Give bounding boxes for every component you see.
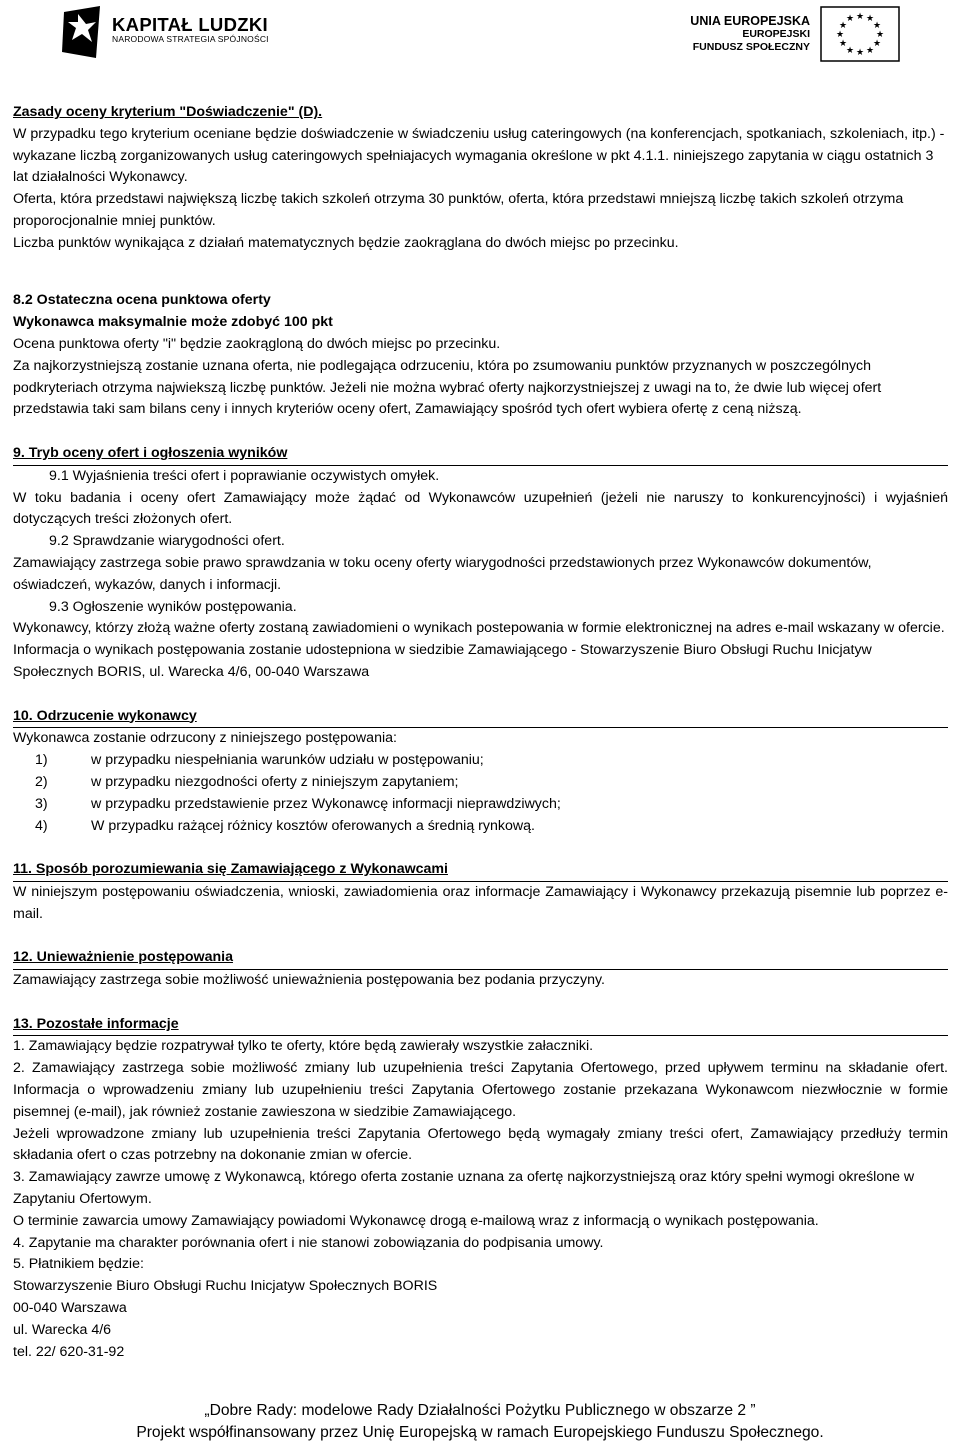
list-item-text: w przypadku niezgodności oferty z niniejszym zapytaniem; [91,773,459,790]
kapital-ludzki-logo [62,4,282,60]
kapital-ludzki-subtitle: NARODOWA STRATEGIA SPÓJNOŚCI [112,34,269,44]
section-12-title [13,947,948,970]
section-10-intro: Wykonawca zostanie odrzucony z niniejszego postępowania: [13,730,397,747]
eu-logo [686,6,948,62]
criterion-d-title: Zasady oceny kryterium "Doświadczenie" (D). [13,104,323,120]
section-9-3-text: Wykonawcy, którzy złożą ważne oferty zostaną zawiadomieni o wynikach postepowania w formie elektronicznej na adres e-mail wskazany w ofercie. Informacja o wynikach postępowania zostanie udostepniona w siedzibie Zamawiającego - Stowarzyszenie Biuro Obsługi Ruchu Inicjatyw Społecznych BORIS, ul. Warecka 4/6, 00-040 Warszawa [13,620,945,680]
section-13-title-text: 13. Pozostałe informacje [13,1015,179,1032]
list-item [13,794,948,816]
svg-text:★: ★ [865,14,875,24]
footer-project-title: „Dobre Rady: modelowe Rady Działalności Pożytku Publicznego w obszarze 2 ” [204,1402,756,1419]
section-8-2-subtitle: Wykonawca maksymalnie może zdobyć 100 pkt [13,314,333,331]
section-8-2-title: 8.2 Ostateczna ocena punktowa oferty [13,292,271,309]
svg-text:★: ★ [855,48,865,58]
section-11-text: W niniejszym postępowaniu oświadczenia, wnioski, zawiadomienia oraz informacje Zamawiający i Wykonawcy przekazują pisemnie lub poprzez e-mail. [13,883,948,922]
section-13-p1: 1. Zamawiający będzie rozpatrywał tylko te oferty, które będą zawierały wszystkie załaczniki. [13,1038,594,1055]
svg-text:★: ★ [838,21,848,31]
svg-text:★: ★ [835,30,845,40]
section-12-title-text: 12. Unieważnienie postępowania [13,949,233,966]
payer-city: 00-040 Warszawa [13,1300,127,1317]
section-9-1-title: 9.1 Wyjaśnienia treści ofert i poprawianie oczywistych omyłek. [49,467,440,484]
list-item [13,750,948,772]
list-item-number: 4) [35,817,48,834]
svg-text:★: ★ [865,46,875,56]
rejection-list [13,750,948,837]
section-11-title-text: 11. Sposób porozumiewania się Zamawiającego z Wykonawcami [13,861,448,878]
section-8-2-p2: Za najkorzystniejszą zostanie uznana oferta, nie podlegająca odrzuceniu, która po zsumowaniu punktów przyznanych w poszczególnych podkryteriach otrzyma najwiekszą liczbę punktów. Jeżeli nie można wybrać oferty najkorzystniejszej z uwagi na to, że dwie lub więcej ofert przedstawia taki sam bilans ceny i innych kryteriów oceny ofert, Zamawiający spośród tych ofert wybiera ofertę z ceną niższą. [13,357,882,418]
list-item-text: W przypadku rażącej różnicy kosztów oferowanych a średnią rynkową. [91,817,535,834]
criterion-d-p1: W przypadku tego kryterium oceniane będzie doświadczenie w świadczeniu usług cateringowych (na konferencjach, spotkaniach, szkoleniach, itp.) - wykazane liczbą zorganizowanych usług cateringowych spełniajacych wymagania określone w pkt 4.1.1. niniejszego zapytania w ciągu ostatnich 3 lat działalności Wykonawcy. [13,125,945,186]
svg-text:★: ★ [845,46,855,56]
list-item-number: 3) [35,795,48,812]
section-11-title [13,859,948,882]
section-10-title-text: 10. Odrzucenie wykonawcy [13,707,197,724]
eu-line2: EUROPEJSKI [742,28,810,40]
criterion-d-p3: Liczba punktów wynikająca z działań matematycznych będzie zaokrąglana do dwóch miejsc po przecinku. [13,234,679,251]
section-9-1-text: W toku badania i oceny ofert Zamawiający może żądać od Wykonawców uzupełnień (jeżeli nie naruszy to konkurencyjności) i wyjaśnień dotyczących treści złożonych ofert. [13,489,948,528]
svg-text:★: ★ [872,39,882,49]
section-8-2-p1: Ocena punktowa oferty "i" będzie zaokrągloną do dwóch miejsc po przecinku. [13,335,501,352]
svg-text:★: ★ [845,14,855,24]
page-footer [0,1400,960,1444]
list-item [13,772,948,794]
section-13-title [13,1014,948,1037]
payer-name: Stowarzyszenie Biuro Obsługi Ruchu Inicjatyw Społecznych BORIS [13,1278,438,1295]
list-item-text: w przypadku niespełniania warunków udziału w postępowaniu; [91,752,484,769]
section-9-title-text: 9. Tryb oceny ofert i ogłoszenia wyników [13,444,288,461]
payer-tel: tel. 22/ 620-31-92 [13,1343,125,1360]
section-13-p7: 5. Płatnikiem będzie: [13,1256,144,1273]
section-9-2-text: Zamawiającу zastrzega sobie prawo sprawdzania w toku oceny oferty wiarygodności przedstawionych przez Wykonawców dokumentów, oświadczeń, wykazów, danych i informacji. [13,554,872,593]
kapital-ludzki-emblem-icon [62,6,102,58]
section-13-p2: 2. Zamawiający zastrzega sobie możliwość zmiany lub uzupełnienia treści Zapytania Ofertowego, przed upływem terminu na składanie ofert. Informacja o wprowadzeniu zmiany lub uzupełnieniu treści Zapytania Ofertowego zostanie przekazana Wykonawcom niezwłocznie w formie pisemnej (e-mail), jak również zostanie zawieszona w siedzibie Zamawiającego. [13,1060,948,1120]
section-9-title [13,443,948,466]
page-header [0,0,960,70]
footer-cofinancing: Projekt współfinansowany przez Unię Europejską w ramach Europejskiego Funduszu Społecznego. [136,1424,824,1441]
section-12-text: Zamawiający zastrzega sobie możliwość unieważnienia postępowania bez podania przyczyny. [13,972,605,989]
payer-street: ul. Warecka 4/6 [13,1321,112,1338]
eu-line3: FUNDUSZ SPOŁECZNY [692,41,810,53]
svg-text:★: ★ [838,39,848,49]
list-item-text: w przypadku przedstawienie przez Wykonawcę informacji nieprawdziwych; [91,795,561,812]
eu-line1: UNIA EUROPEJSKA [690,14,810,28]
section-13-p4: 3. Zamawiający zawrze umowę z Wykonawcą, którego oferta zostanie uznana za ofertę najkorzystniejszą oraz który spełni wymogi określone w Zapytaniu Ofertowym. [13,1169,915,1208]
section-13-p6: 4. Zapytanie ma charakter porównania ofert i nie stanowi zobowiązania do podpisania umowy. [13,1234,604,1251]
eu-flag-icon [820,6,900,62]
section-10-title [13,706,948,729]
criterion-d-p2: Oferta, która przedstawi największą liczbę takich szkoleń otrzyma 30 punktów, oferta, która przedstawi mniejszą liczbę takich szkoleń otrzyma proporocjonalnie mniej punktów. [13,191,904,229]
section-9-3-title: 9.3 Ogłoszenie wyników postępowania. [49,598,297,615]
section-13-p5: O terminie zawarcia umowy Zamawiający powiadomi Wykonawcę drogą e-mailową wraz z informacją o wynikach postępowania. [13,1212,819,1229]
list-item-number: 1) [35,752,48,769]
list-item-number: 2) [35,773,48,790]
section-13-p3: Jeżeli wprowadzone zmiany lub uzupełnienia treści Zapytania Ofertowego będą wymagały zmiany treści ofert, Zamawiający przedłuży termin składania ofert o czas potrzebny na dokonanie zmian w ofercie. [13,1125,948,1164]
svg-text:★: ★ [855,12,865,22]
svg-text:★: ★ [875,30,885,40]
svg-text:★: ★ [872,21,882,31]
list-item [13,816,948,838]
kapital-ludzki-title: KAPITAŁ LUDZKI [112,14,268,35]
section-9-2-title: 9.2 Sprawdzanie wiarygodności ofert. [49,533,285,550]
document-body [13,102,948,1363]
